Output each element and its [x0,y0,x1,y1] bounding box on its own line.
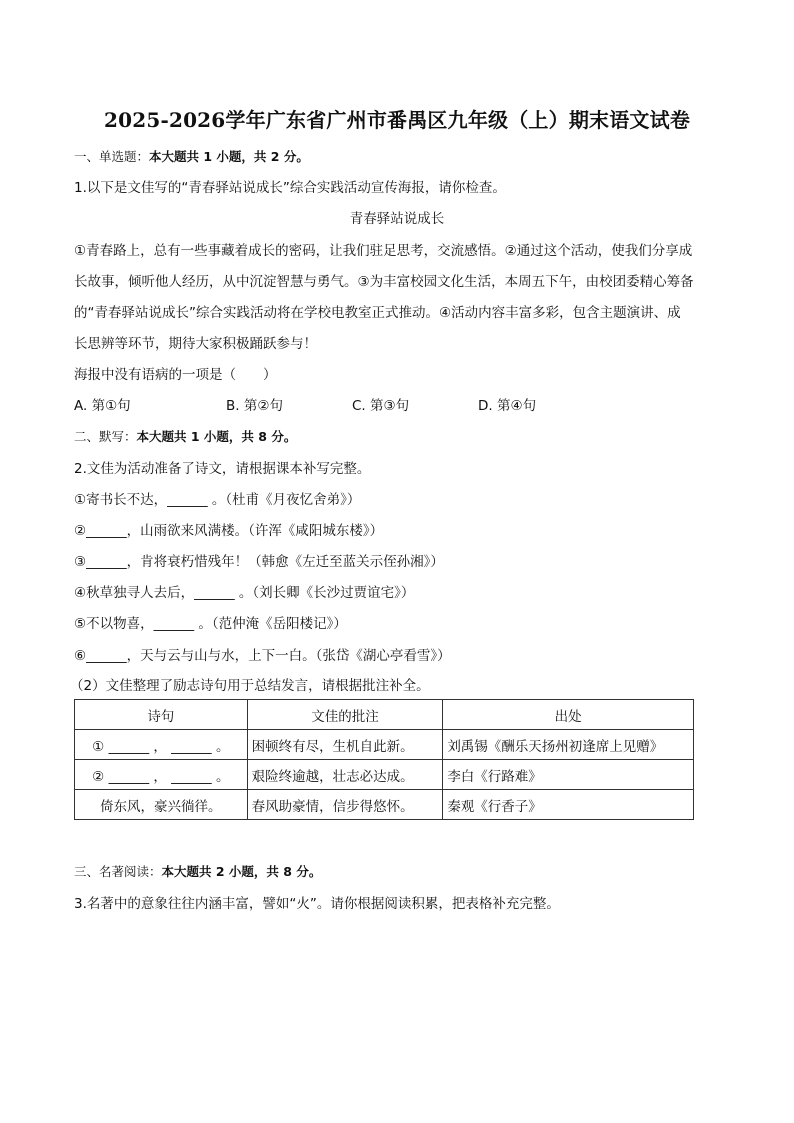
q2-item-4: ④秋草独寻人去后，______ 。（刘长卿《长沙过贾谊宅》） [74,585,415,601]
section1-heading-detail: 本大题共 1 小题，共 2 分。 [149,149,309,164]
annotation-table [74,699,694,820]
section2-heading [74,427,296,445]
table-header-cell: 出处 [443,700,694,730]
q2-item-2: ②______，山雨欲来风满楼。（许浑《咸阳城东楼》） [74,523,384,539]
option-c[interactable]: C. 第③句 [352,398,410,414]
q3-prompt: 3.名著中的意象往往内涵丰富，譬如“火”。请你根据阅读积累，把表格补充完整。 [74,896,560,912]
table-row [75,760,694,790]
section1-heading-label: 一、单选题： [74,149,150,164]
section1-heading [74,147,309,165]
table-row [75,790,694,820]
q2-item-6: ⑥______，天与云与山与水，上下一白。（张岱《湖心亭看雪》） [74,648,451,664]
table-cell-source: 秦观《行香子》 [443,790,694,820]
option-b[interactable]: B. 第②句 [226,398,283,414]
q2-sub-prompt: （2）文佳整理了励志诗句用于总结发言，请根据批注补全。 [70,678,430,694]
table-header-cell: 文佳的批注 [247,700,443,730]
table-cell-source: 刘禹锡《酬乐天扬州初逢席上见赠》 [443,730,694,760]
q1-options [74,394,718,414]
q2-item-1: ①寄书长不达，______ 。（杜甫《月夜忆舍弟》） [74,492,361,508]
section3-heading-label: 三、名著阅读： [74,864,162,879]
section3-heading [74,862,321,880]
table-cell-note: 困顿终有尽，生机自此新。 [247,730,443,760]
table-header-cell: 诗句 [75,700,248,730]
q1-prompt: 1.以下是文佳写的“青春驿站说成长”综合实践活动宣传海报，请你检查。 [74,180,506,196]
section3-heading-detail: 本大题共 2 小题，共 8 分。 [161,864,322,879]
option-d[interactable]: D. 第④句 [478,398,537,414]
section2-heading-label: 二、默写： [74,429,137,444]
poster-line-4: 长思辨等环节，期待大家积极踊跃参与！ [74,336,317,352]
q2-item-5: ⑤不以物喜，______ 。（范仲淹《岳阳楼记》） [74,616,347,632]
table-cell-source: 李白《行路难》 [443,760,694,790]
poster-line-2: 长故事，倾听他人经历，从中沉淀智慧与勇气。③为丰富校园文化生活，本周五下午，由校团委精心筹备 [74,274,694,290]
section2-heading-detail: 本大题共 1 小题，共 8 分。 [136,429,297,444]
option-a[interactable]: A. 第①句 [74,398,131,414]
exam-title: 2025-2026学年广东省广州市番禺区九年级（上）期末语文试卷 [103,108,691,132]
table-header-row [75,700,694,730]
poster-title: 青春驿站说成长 [349,211,445,227]
table-cell-note: 春风助豪情，信步得悠怀。 [247,790,443,820]
table-row [75,730,694,760]
table-cell-note: 艰险终逾越，壮志必达成。 [247,760,443,790]
poster-line-1: ①青春路上，总有一些事藏着成长的密码，让我们驻足思考，交流感悟。②通过这个活动，使我们分享成 [74,243,693,259]
q1-question: 海报中没有语病的一项是（ ） [74,367,277,383]
table-cell-verse: 倚东风，豪兴徜徉。 [75,790,248,820]
poster-line-3: 的“青春驿站说成长”综合实践活动将在学校电教室正式推动。④活动内容丰富多彩，包含主题演讲、成 [74,305,681,321]
q2-item-3: ③______，肯将衰朽惜残年！（韩愈《左迁至蓝关示侄孙湘》） [74,554,444,570]
table-cell-verse[interactable]: ② ______ ， ______ 。 [75,760,248,790]
q2-prompt: 2.文佳为活动准备了诗文，请根据课本补写完整。 [74,461,371,477]
table-cell-verse[interactable]: ① ______ ， ______ 。 [75,730,248,760]
